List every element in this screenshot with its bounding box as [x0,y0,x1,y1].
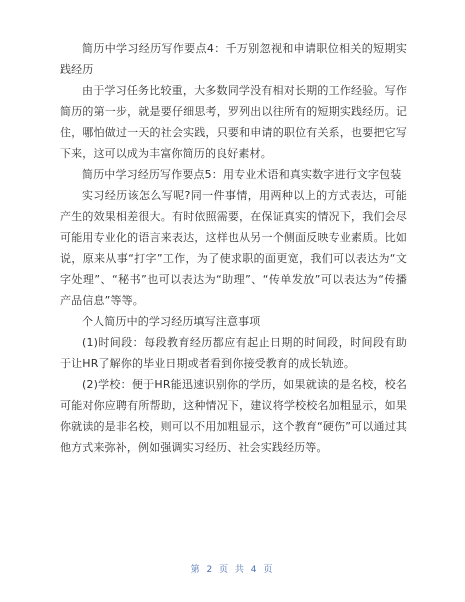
body-paragraph: 由于学习任务比较重，大多数同学没有相对长期的工作经验。写作简历的第一步，就是要仔细思考，罗列出以往所有的短期实践经历。记住，哪怕做过一天的社会实践，只要和申请的职位有关系，也要把它写下来，这可以成为丰富你简历的良好素材。 [60,84,407,160]
section-heading-4: 简历中学习经历写作要点4：千万别忽视和申请职位相关的短期实践经历 [60,42,407,76]
list-item-school: (2)学校：便于HR能迅速识别你的学历，如果就读的是名校，校名可能对你应聘有所帮助，这种情况下，建议将学校校名加粗显示，如果你就读的是非名校，则可以不用加粗显示，这个教育“硬伤”可以通过其他方式来弥补，例如强调实习经历、社会实践经历等。 [60,378,407,454]
section-heading-5: 简历中学习经历写作要点5：用专业术语和真实数字进行文字包装 [82,168,402,181]
section-heading-notes: 个人简历中的学习经历填写注意事项 [82,315,261,328]
list-item-time-period: (1)时间段：每段教育经历都应有起止日期的时间段，时间段有助于让HR了解你的毕业日期或者看到你接受教育的成长轨迹。 [60,336,407,370]
page-number-footer: 第 2 页 共 4 页 [190,565,275,575]
body-paragraph: 实习经历该怎么写呢?同一件事情，用两种以上的方式表达，可能产生的效果相差很大。有时依照需要，在保证真实的情况下，我们会尽可能用专业化的语言来表达，这样也从另一个侧面反映专业素质。比如说，原来从事“打字”工作，为了使求职的面更宽，我们可以表达为“文字处理”、“秘书”也可以表达为“助理”、“传单发放”可以表达为“传播产品信息”等等。 [60,189,407,307]
